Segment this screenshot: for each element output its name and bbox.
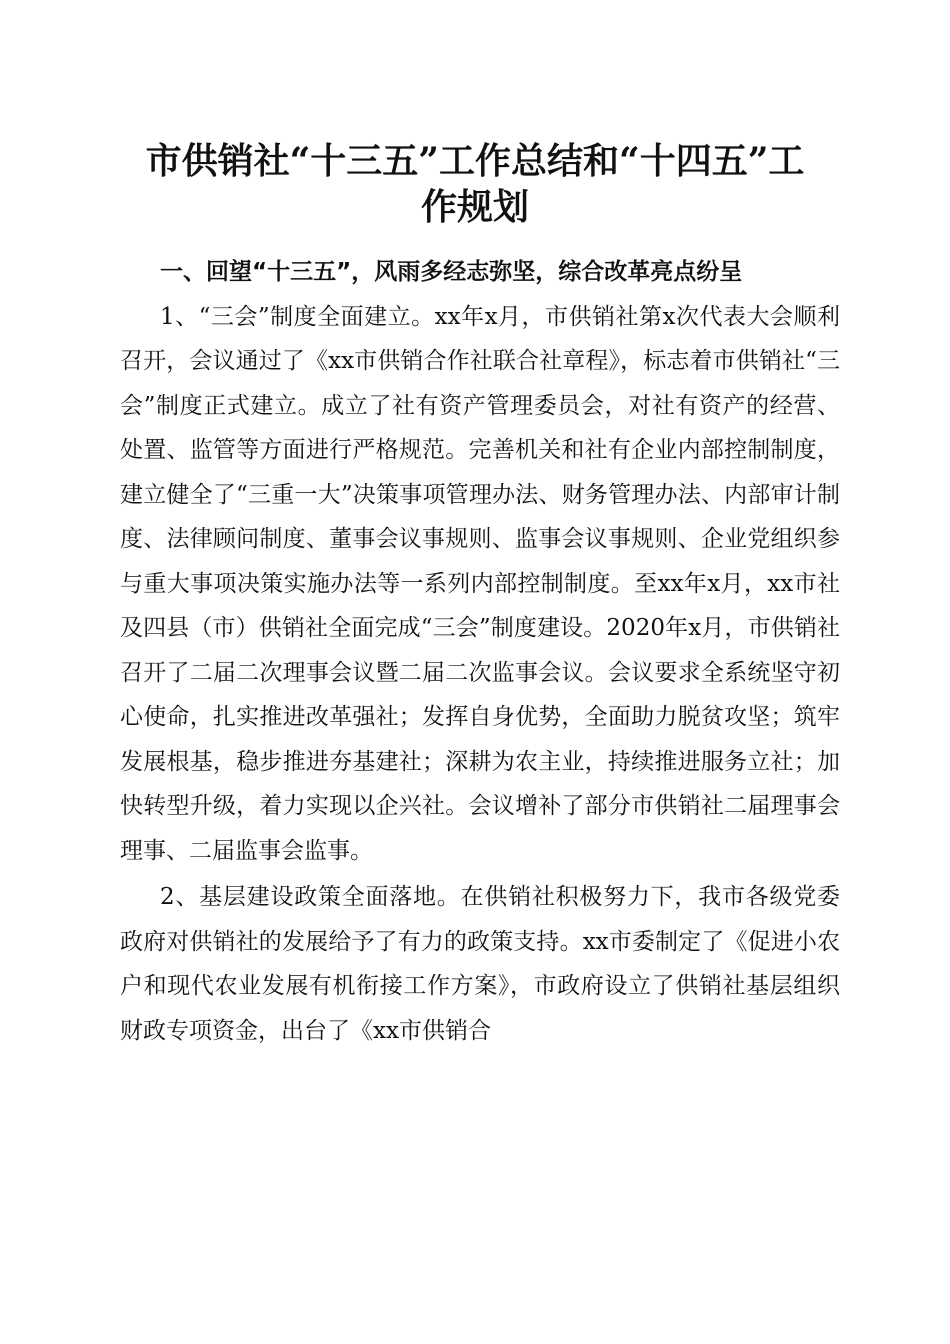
paragraph-2: 2、基层建设政策全面落地。在供销社积极努力下，我市各级党委政府对供销社的发展给予了有力的政策支持。xx市委制定了《促进小农户和现代农业发展有机衔接工作方案》，市政府设立了供销社基层组织财政专项资金，出台了《xx市供销合 <box>120 884 840 1044</box>
title-line-1: 市供销社“十三五”工作总结和“十四五”工 <box>145 140 805 182</box>
section-heading: 一、回望“十三五”，风雨多经志弥坚，综合改革亮点纷呈 <box>160 259 743 285</box>
title-line-2: 作规划 <box>420 186 529 228</box>
document-body <box>120 250 840 1053</box>
document-title <box>100 138 850 230</box>
paragraph-1: 1、“三会”制度全面建立。xx年x月，市供销社第x次代表大会顺利召开，会议通过了《xx市供销合作社联合社章程》，标志着市供销社“三会”制度正式建立。成立了社有资产管理委员会，对社有资产的经营、处置、监管等方面进行严格规范。完善机关和社有企业内部控制制度，建立健全了“三重一大”决策事项管理办法、财务管理办法、内部审计制度、法律顾问制度、董事会议事规则、监事会议事规则、企业党组织参与重大事项决策实施办法等一系列内部控制制度。至xx年x月，xx市社及四县（市）供销社全面完成“三会”制度建设。2020年x月，市供销社召开了二届二次理事会议暨二届二次监事会议。会议要求全系统坚守初心使命，扎实推进改革强社；发挥自身优势，全面助力脱贫攻坚；筑牢发展根基，稳步推进夯基建社；深耕为农主业，持续推进服务立社；加快转型升级，着力实现以企兴社。会议增补了部分市供销社二届理事会理事、二届监事会监事。 <box>120 303 840 864</box>
